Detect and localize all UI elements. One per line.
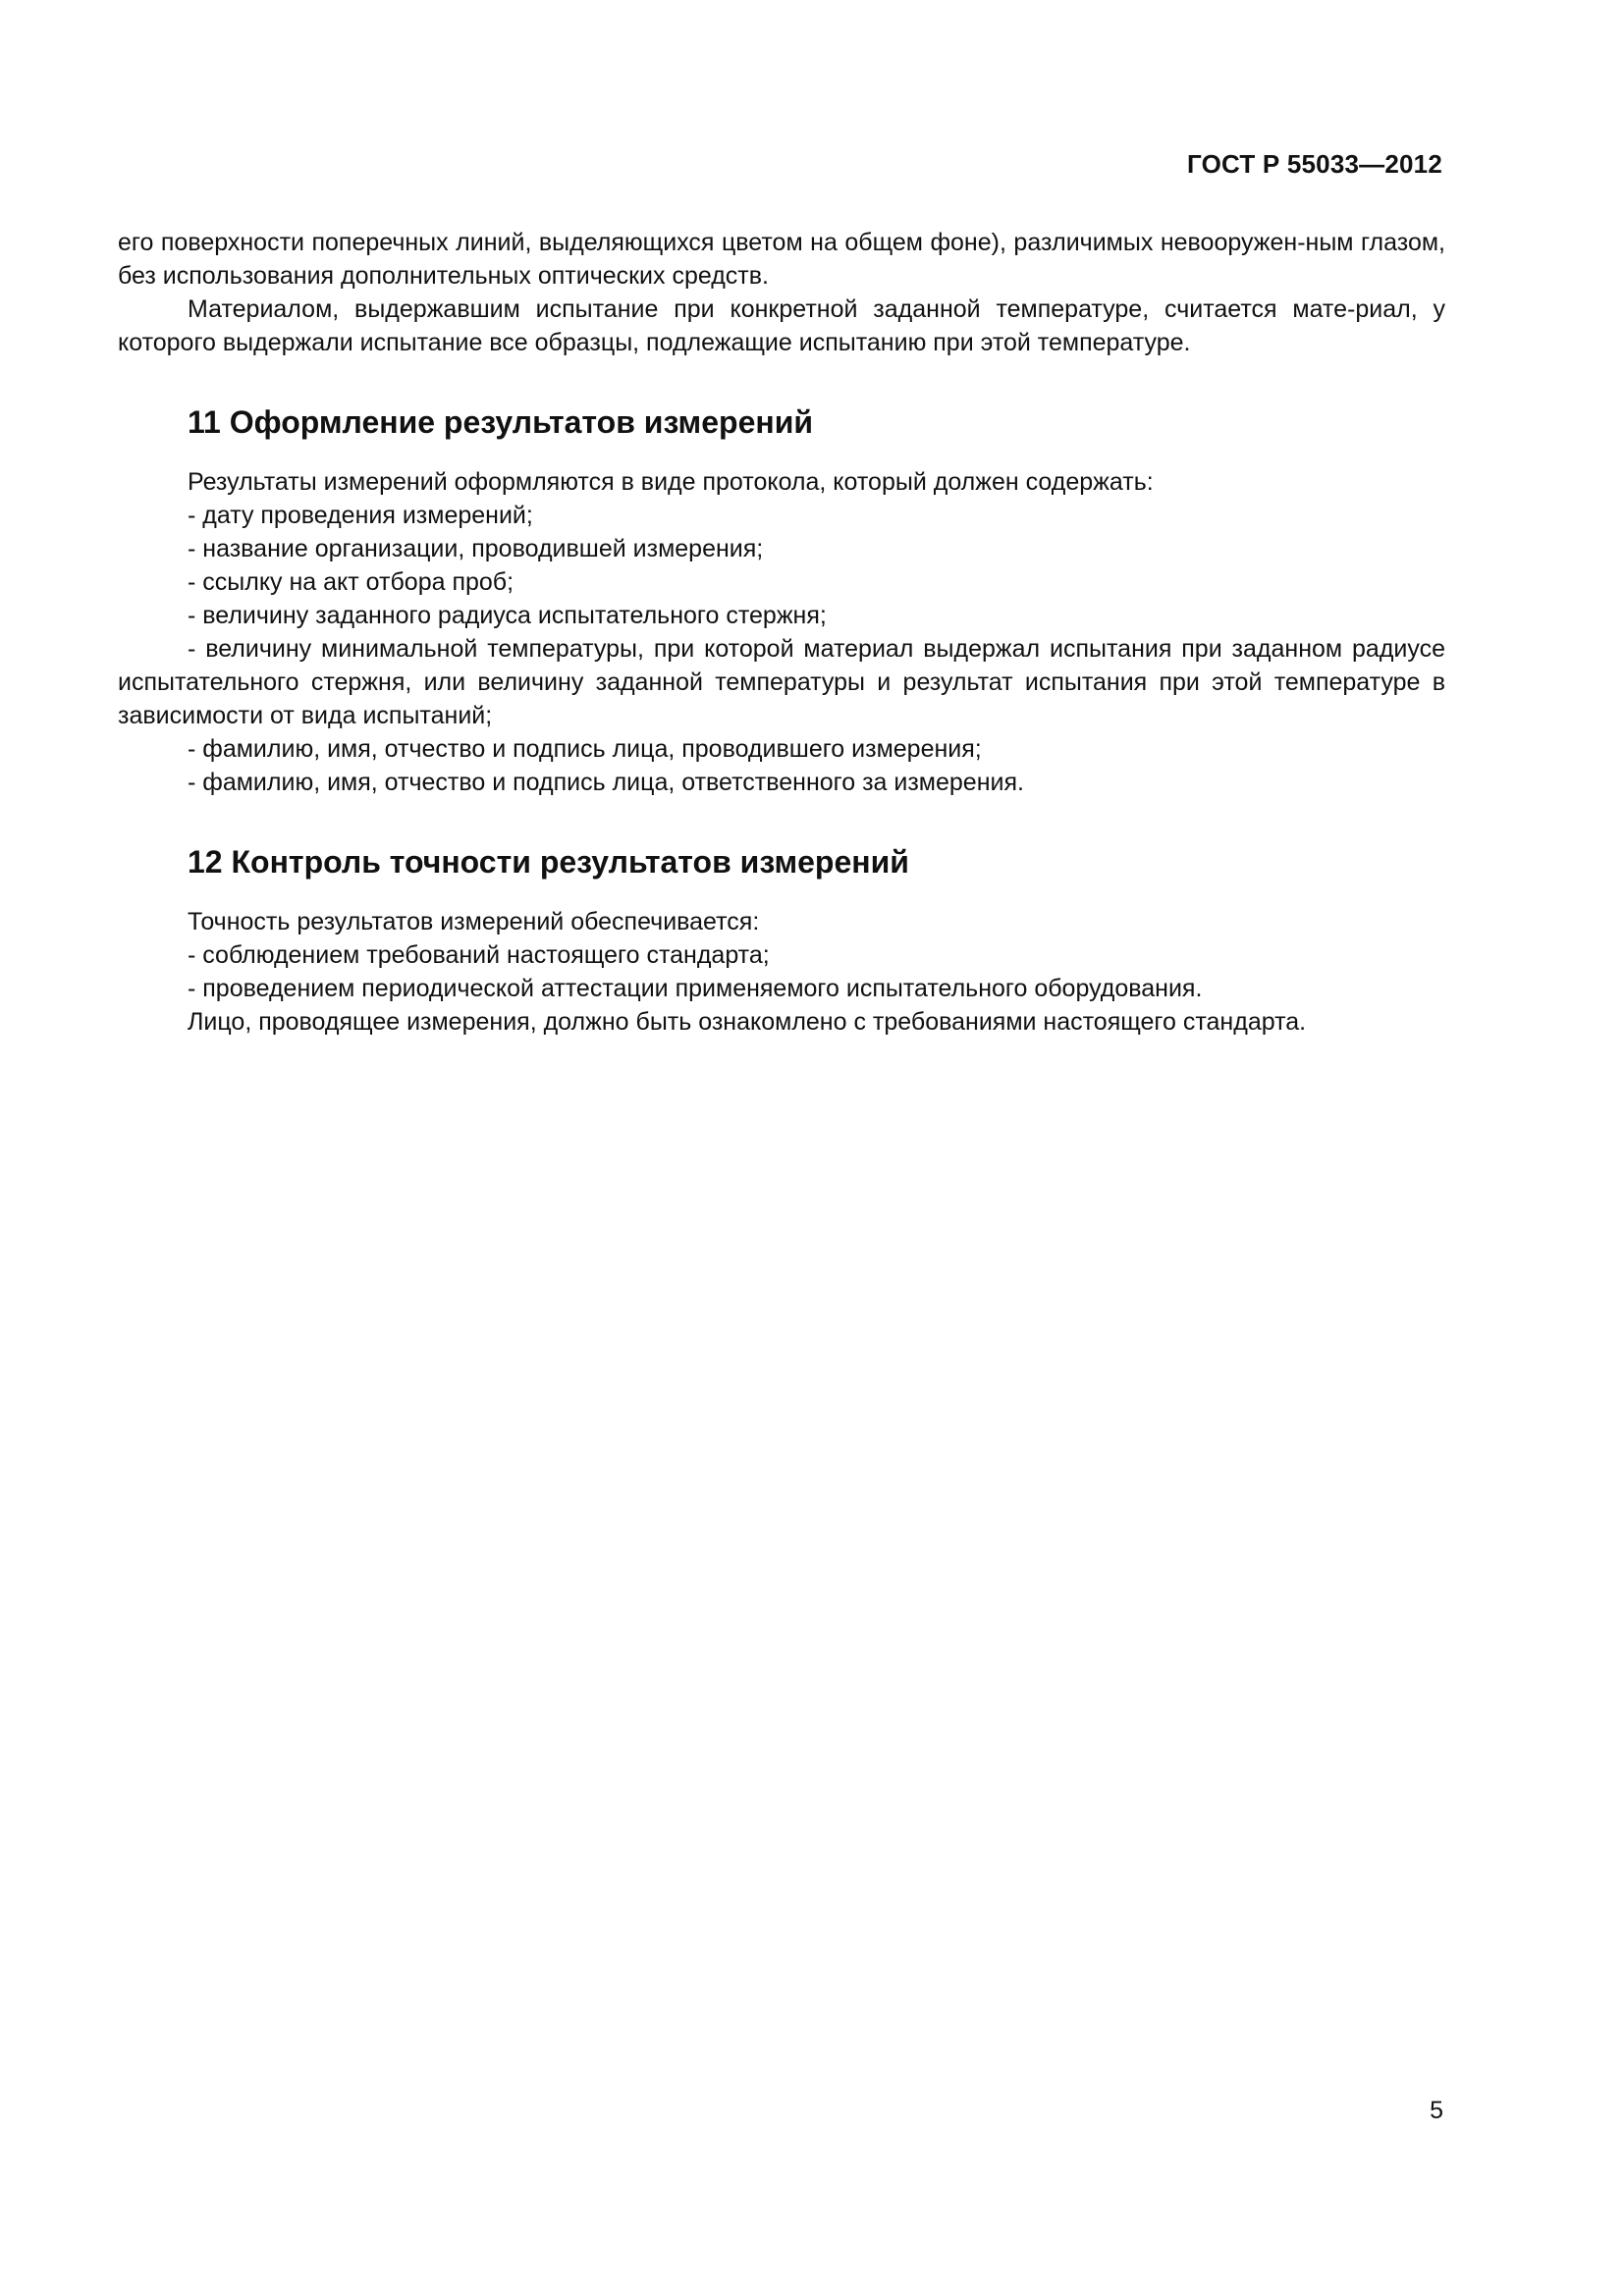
list-item: - дату проведения измерений; bbox=[188, 502, 533, 529]
list-item: - величину минимальной температуры, при которой материал выдержал испытания при заданном радиусе испытательного стержня, или величину заданной температуры и результат испытания при этой температуре в зависимости от вида испытаний; bbox=[118, 635, 1445, 729]
section-12-heading: 12 Контроль точности результатов измерений bbox=[188, 844, 909, 880]
list-item: - проведением периодической аттестации применяемого испытательного оборудования. bbox=[188, 975, 1203, 1002]
section-12-closing: Лицо, проводящее измерения, должно быть ознакомлено с требованиями настоящего стандарта. bbox=[188, 1008, 1307, 1036]
list-item: - фамилию, имя, отчество и подпись лица, проводившего измерения; bbox=[188, 735, 982, 763]
section-11-heading: 11 Оформление результатов измерений bbox=[188, 404, 814, 440]
list-item: - фамилию, имя, отчество и подпись лица, ответственного за измерения. bbox=[188, 769, 1024, 796]
list-item: - величину заданного радиуса испытательного стержня; bbox=[188, 602, 827, 629]
criteria-paragraph: Материалом, выдержавшим испытание при конкретной заданной температуре, считается мате-риал, у которого выдержали испытание все образцы, подлежащие испытанию при этой температуре. bbox=[118, 295, 1445, 356]
page-body bbox=[118, 226, 1445, 1039]
list-item: - название организации, проводившей измерения; bbox=[188, 535, 764, 562]
section-11-intro: Результаты измерений оформляются в виде протокола, который должен содержать: bbox=[188, 468, 1154, 496]
document-code: ГОСТ Р 55033—2012 bbox=[1187, 149, 1442, 179]
page-number: 5 bbox=[1430, 2097, 1443, 2124]
list-item: - ссылку на акт отбора проб; bbox=[188, 568, 514, 596]
list-item: - соблюдением требований настоящего стандарта; bbox=[188, 941, 770, 969]
section-12-intro: Точность результатов измерений обеспечивается: bbox=[188, 908, 760, 935]
continuation-paragraph: его поверхности поперечных линий, выделяющихся цветом на общем фоне), различимых невооружен-ным глазом, без использования дополнительных оптических средств. bbox=[118, 229, 1445, 290]
